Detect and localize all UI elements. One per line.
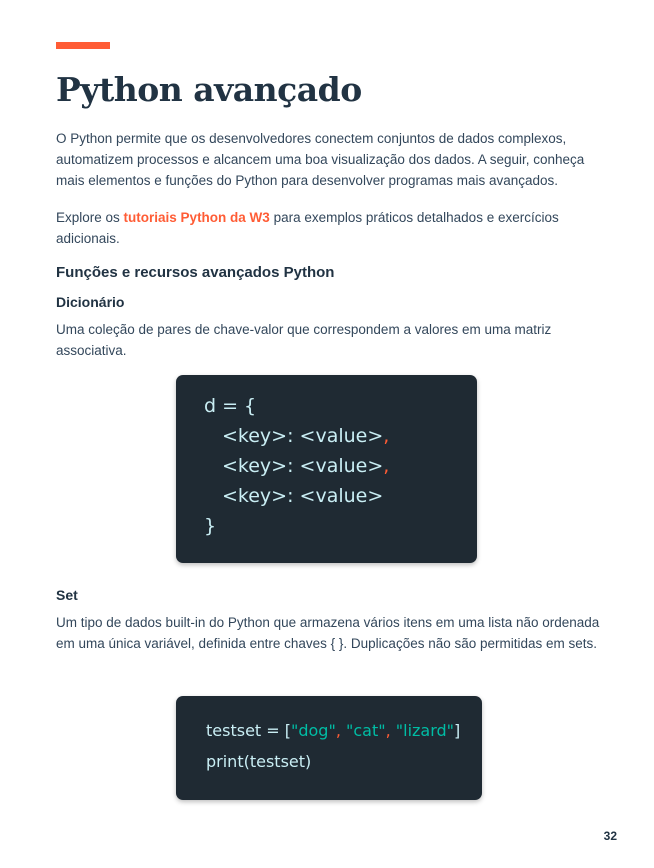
w3-tutorials-link[interactable]: tutoriais Python da W3	[123, 210, 270, 225]
section-heading: Funções e recursos avançados Python	[56, 264, 335, 281]
dict-code-block	[176, 375, 477, 563]
code-line: print(testset)	[206, 752, 312, 771]
code-line: testset = ["dog", "cat", "lizard"]	[206, 721, 461, 740]
dict-description: Uma coleção de pares de chave-valor que correspondem a valores em uma matriz associativa.	[56, 322, 552, 358]
set-description: Um tipo de dados built-in do Python que armazena vários itens em uma lista não ordenada em uma única variável, definida entre chaves { }. Duplicações não são permitidas em sets.	[56, 615, 600, 651]
page-number: 32	[603, 829, 617, 843]
page-title: Python avançado	[56, 70, 362, 109]
code-line: <key>: <value>	[222, 485, 384, 507]
dict-heading: Dicionário	[56, 294, 125, 310]
explore-paragraph	[56, 207, 601, 249]
explore-after: para exemplos práticos detalhados e exercícios adicionais.	[56, 210, 559, 246]
code-line: <key>: <value>,	[222, 425, 390, 447]
code-line: }	[204, 515, 217, 537]
accent-bar	[56, 42, 110, 49]
code-line: d = {	[204, 395, 257, 417]
code-line: <key>: <value>,	[222, 455, 390, 477]
intro-paragraph: O Python permite que os desenvolvedores conectem conjuntos de dados complexos, automatizem processos e alcancem uma boa visualização dos dados. A seguir, conheça mais elementos e funções do Python para desenvolver programas mais avançados.	[56, 131, 585, 188]
explore-before: Explore os	[56, 210, 124, 225]
set-code-block	[176, 696, 482, 800]
set-heading: Set	[56, 587, 78, 603]
